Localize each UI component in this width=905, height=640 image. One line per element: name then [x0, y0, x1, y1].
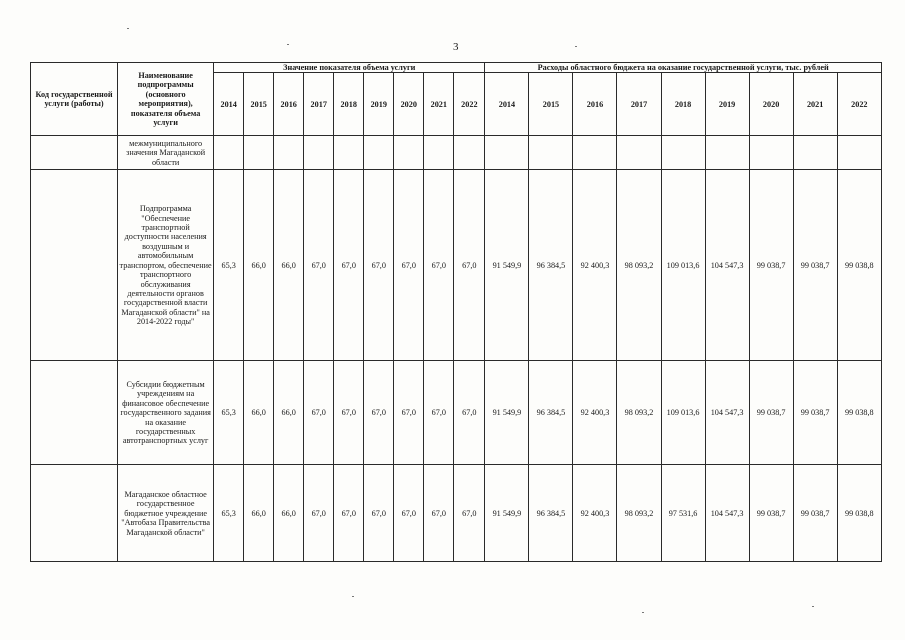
- cell-volume: 67,0: [364, 465, 394, 562]
- table-row: [31, 465, 882, 562]
- year-header-expenses: 2021: [793, 73, 837, 136]
- cell-volume: 67,0: [454, 465, 485, 562]
- cell-expense: [793, 136, 837, 170]
- cell-volume: [334, 136, 364, 170]
- cell-expense: 99 038,8: [837, 465, 881, 562]
- cell-expense: 99 038,8: [837, 170, 881, 361]
- year-header-volume: 2014: [214, 73, 244, 136]
- budget-table: [30, 62, 882, 562]
- cell-volume: 67,0: [454, 361, 485, 465]
- header-code: Код государственной услуги (работы): [31, 63, 118, 136]
- year-header-expenses: 2017: [617, 73, 661, 136]
- cell-code: [31, 136, 118, 170]
- cell-volume: 67,0: [454, 170, 485, 361]
- cell-expense: 109 013,6: [661, 361, 705, 465]
- cell-volume: 65,3: [214, 361, 244, 465]
- cell-volume: 67,0: [424, 465, 454, 562]
- cell-expense: 92 400,3: [573, 361, 617, 465]
- cell-expense: [837, 136, 881, 170]
- cell-volume: 67,0: [394, 170, 424, 361]
- cell-volume: 66,0: [244, 170, 274, 361]
- cell-expense: 99 038,7: [793, 465, 837, 562]
- cell-expense: [617, 136, 661, 170]
- cell-volume: [304, 136, 334, 170]
- cell-volume: 66,0: [274, 465, 304, 562]
- cell-expense: 92 400,3: [573, 170, 617, 361]
- cell-volume: 67,0: [394, 465, 424, 562]
- cell-volume: 67,0: [424, 170, 454, 361]
- table-body: [31, 136, 882, 562]
- scan-speck: [812, 606, 814, 607]
- cell-expense: [529, 136, 573, 170]
- cell-name: Субсидии бюджетным учреждениям на финансовое обеспечение государственного задания на оказание государственных автотранспортных услуг: [118, 361, 214, 465]
- cell-name: межмуниципального значения Магаданской области: [118, 136, 214, 170]
- cell-expense: 92 400,3: [573, 465, 617, 562]
- year-header-volume: 2020: [394, 73, 424, 136]
- cell-code: [31, 465, 118, 562]
- cell-expense: 91 549,9: [485, 361, 529, 465]
- scan-speck: [287, 44, 289, 45]
- cell-volume: [424, 136, 454, 170]
- cell-volume: 67,0: [394, 361, 424, 465]
- year-header-expenses: 2018: [661, 73, 705, 136]
- cell-volume: 67,0: [424, 361, 454, 465]
- table-row: [31, 170, 882, 361]
- cell-expense: [749, 136, 793, 170]
- scan-speck: [642, 612, 644, 613]
- year-header-volume: 2022: [454, 73, 485, 136]
- cell-expense: 97 531,6: [661, 465, 705, 562]
- page-number: 3: [453, 41, 459, 53]
- cell-expense: 91 549,9: [485, 465, 529, 562]
- cell-expense: 99 038,7: [749, 465, 793, 562]
- cell-expense: 99 038,7: [793, 170, 837, 361]
- cell-volume: 65,3: [214, 465, 244, 562]
- cell-expense: 91 549,9: [485, 170, 529, 361]
- table-row: [31, 361, 882, 465]
- cell-expense: 96 384,5: [529, 170, 573, 361]
- cell-expense: 98 093,2: [617, 361, 661, 465]
- cell-name: Магаданское областное государственное бюджетное учреждение "Автобаза Правительства Магаданской области": [118, 465, 214, 562]
- year-header-volume: 2019: [364, 73, 394, 136]
- cell-expense: 104 547,3: [705, 170, 749, 361]
- year-header-expenses: 2015: [529, 73, 573, 136]
- cell-expense: [485, 136, 529, 170]
- cell-expense: 99 038,8: [837, 361, 881, 465]
- cell-expense: 99 038,7: [793, 361, 837, 465]
- cell-expense: [661, 136, 705, 170]
- cell-code: [31, 170, 118, 361]
- table-row: [31, 136, 882, 170]
- cell-volume: 67,0: [304, 465, 334, 562]
- cell-expense: [705, 136, 749, 170]
- cell-volume: [454, 136, 485, 170]
- cell-volume: 66,0: [274, 361, 304, 465]
- cell-volume: [364, 136, 394, 170]
- year-header-volume: 2018: [334, 73, 364, 136]
- year-header-expenses: 2014: [485, 73, 529, 136]
- cell-expense: 99 038,7: [749, 361, 793, 465]
- year-header-volume: 2015: [244, 73, 274, 136]
- cell-code: [31, 361, 118, 465]
- cell-volume: 66,0: [244, 465, 274, 562]
- scan-speck: [127, 28, 129, 29]
- cell-volume: 66,0: [274, 170, 304, 361]
- year-header-expenses: 2016: [573, 73, 617, 136]
- cell-volume: 66,0: [244, 361, 274, 465]
- scan-speck: [575, 46, 577, 47]
- cell-expense: 96 384,5: [529, 465, 573, 562]
- cell-volume: [274, 136, 304, 170]
- year-header-volume: 2016: [274, 73, 304, 136]
- cell-expense: 99 038,7: [749, 170, 793, 361]
- cell-expense: 104 547,3: [705, 465, 749, 562]
- cell-volume: [394, 136, 424, 170]
- cell-volume: [214, 136, 244, 170]
- cell-volume: 67,0: [334, 170, 364, 361]
- header-volume-group: Значение показателя объема услуги: [214, 63, 485, 73]
- cell-expense: 98 093,2: [617, 465, 661, 562]
- cell-name: Подпрограмма "Обеспечение транспортной доступности населения воздушным и автомобильным транспортом, обеспечение транспортного обслуживания деятельности органов государственной власти Магаданской области" на 2014-2022 годы": [118, 170, 214, 361]
- cell-volume: 67,0: [334, 361, 364, 465]
- cell-expense: 104 547,3: [705, 361, 749, 465]
- cell-expense: 98 093,2: [617, 170, 661, 361]
- scan-speck: [352, 596, 354, 597]
- year-header-volume: 2021: [424, 73, 454, 136]
- header-expenses-group: Расходы областного бюджета на оказание государственной услуги, тыс. рублей: [485, 63, 882, 73]
- cell-volume: 67,0: [304, 361, 334, 465]
- cell-volume: 67,0: [334, 465, 364, 562]
- year-header-expenses: 2022: [837, 73, 881, 136]
- cell-volume: 67,0: [304, 170, 334, 361]
- year-header-expenses: 2019: [705, 73, 749, 136]
- cell-volume: 67,0: [364, 361, 394, 465]
- year-header-expenses: 2020: [749, 73, 793, 136]
- year-header-volume: 2017: [304, 73, 334, 136]
- header-name: Наименование подпрограммы (основного мероприятия), показателя объема услуги: [118, 63, 214, 136]
- cell-expense: 96 384,5: [529, 361, 573, 465]
- cell-volume: [244, 136, 274, 170]
- cell-volume: 65,3: [214, 170, 244, 361]
- cell-expense: [573, 136, 617, 170]
- cell-expense: 109 013,6: [661, 170, 705, 361]
- cell-volume: 67,0: [364, 170, 394, 361]
